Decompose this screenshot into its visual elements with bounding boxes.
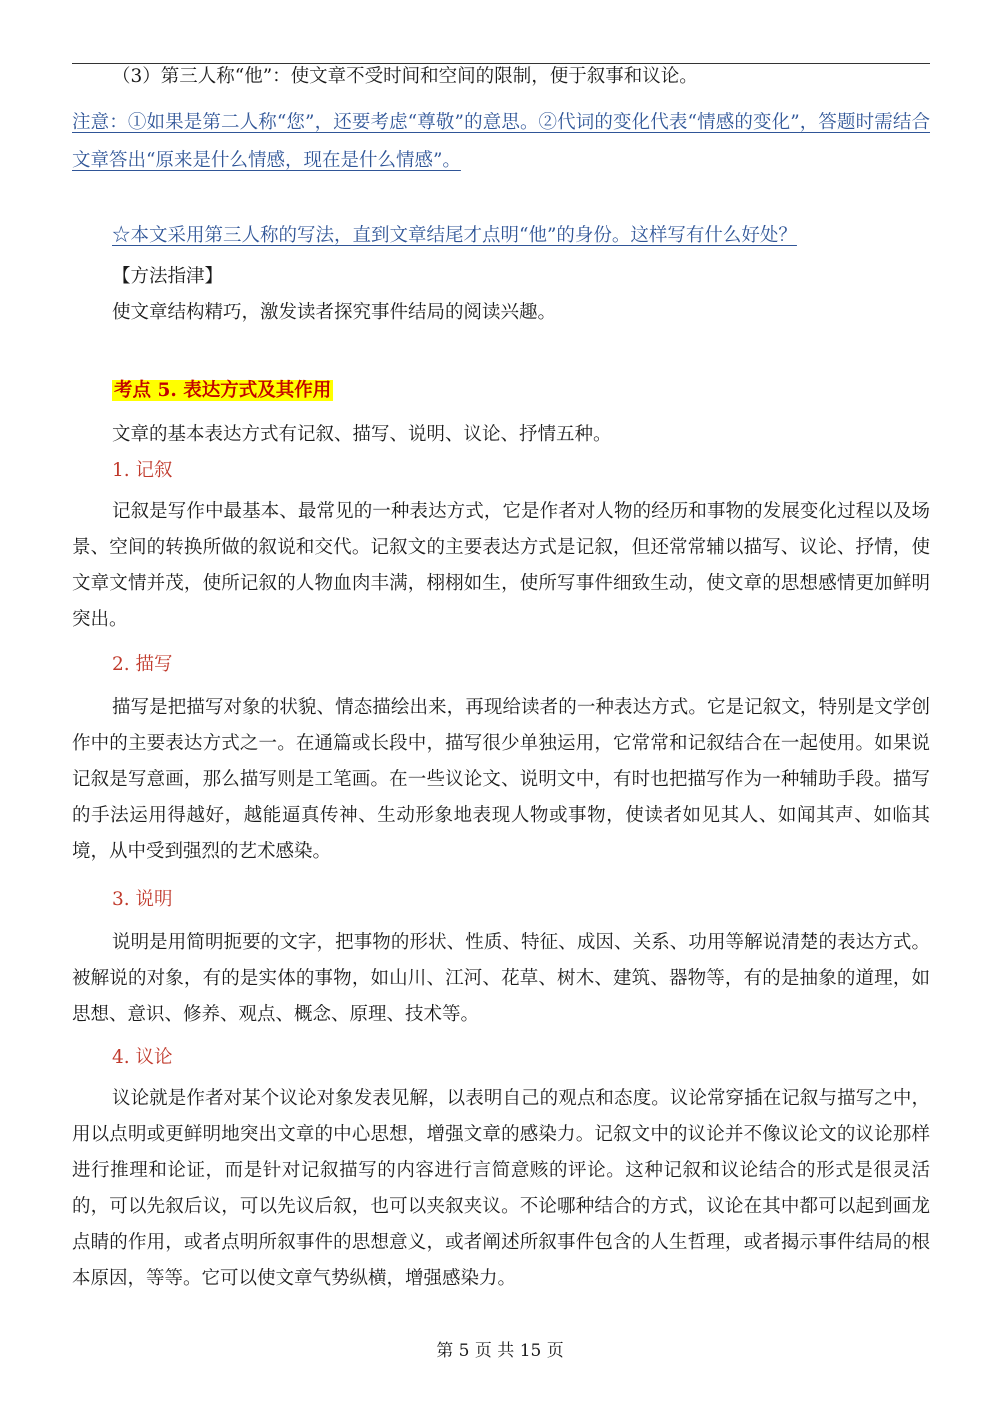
note-block: [72, 104, 930, 180]
method-title: 【方法指津】: [112, 266, 224, 287]
page-footer: 第 5 页 共 15 页: [436, 1341, 564, 1361]
section-text: 记叙是写作中最基本、最常见的一种表达方式，它是作者对人物的经历和事物的发展变化过程以及场景、空间的转换所做的叙说和交代。记叙文的主要表达方式是记叙，但还常常辅以描写、议论、抒情，使文章文情并茂，使所记叙的人物血肉丰满，栩栩如生，使所写事件细致生动，使文章的思想感情更加鲜明突出。: [72, 501, 930, 630]
section-heading-2-block: [72, 650, 930, 680]
section-heading: 2. 描写: [112, 654, 173, 675]
kaodian-block: [72, 376, 930, 406]
intro-block: [72, 420, 930, 450]
section-heading-3-block: [72, 885, 930, 915]
section-text: 议论就是作者对某个议论对象发表见解，以表明自己的观点和态度。议论常穿插在记叙与描写之中，用以点明或更鲜明地突出文章的中心思想，增强文章的感染力。记叙文中的议论并不像议论文的议论那样进行推理和论证，而是针对记叙描写的内容进行言简意赅的评论。这种记叙和议论结合的形式是很灵活的，可以先叙后议，可以先议后叙，也可以夹叙夹议。不论哪种结合的方式，议论在其中都可以起到画龙点睛的作用，或者点明所叙事件的思想意义，或者阐述所叙事件包含的人生哲理，或者揭示事件结局的根本原因，等等。它可以使文章气势纵横，增强感染力。: [72, 1088, 930, 1289]
section-heading-4-block: [72, 1043, 930, 1073]
section-body-2: [72, 690, 930, 870]
method-title-block: [72, 262, 930, 292]
note-text: 注意：①如果是第二人称“您”，还要考虑“尊敬”的意思。②代词的变化代表“情感的变化”，答题时需结合文章答出“原来是什么情感，现在是什么情感”。: [72, 112, 930, 171]
question-text: ☆本文采用第三人称的写法，直到文章结尾才点明“他”的身份。这样写有什么好处？: [112, 225, 797, 246]
third-person-text: （3）第三人称“他”：使文章不受时间和空间的限制，便于叙事和议论。: [112, 66, 698, 87]
intro-text: 文章的基本表达方式有记叙、描写、说明、议论、抒情五种。: [112, 424, 612, 445]
section-text: 说明是用简明扼要的文字，把事物的形状、性质、特征、成因、关系、功用等解说清楚的表达方式。被解说的对象，有的是实体的事物，如山川、江河、花草、树木、建筑、器物等，有的是抽象的道理，如思想、意识、修养、观点、概念、原理、技术等。: [72, 932, 930, 1025]
third-person-point: [72, 62, 930, 92]
section-heading: 3. 说明: [112, 889, 173, 910]
section-body-1: [72, 494, 930, 638]
section-heading-1-block: [72, 456, 930, 486]
section-body-3: [72, 925, 930, 1033]
method-text-block: [72, 298, 930, 328]
question-block: [72, 221, 930, 251]
section-heading: 4. 议论: [112, 1047, 173, 1068]
section-text: 描写是把描写对象的状貌、情态描绘出来，再现给读者的一种表达方式。它是记叙文，特别是文学创作中的主要表达方式之一。在通篇或长段中，描写很少单独运用，它常常和记叙结合在一起使用。如果说记叙是写意画，那么描写则是工笔画。在一些议论文、说明文中，有时也把描写作为一种辅助手段。描写的手法运用得越好，越能逼真传神、生动形象地表现人物或事物，使读者如见其人、如闻其声、如临其境，从中受到强烈的艺术感染。: [72, 697, 930, 862]
section-heading: 1. 记叙: [112, 460, 173, 481]
kaodian-heading: 考点 5. 表达方式及其作用: [114, 380, 332, 401]
section-body-4: [72, 1081, 930, 1297]
method-text: 使文章结构精巧，激发读者探究事件结局的阅读兴趣。: [112, 302, 557, 323]
